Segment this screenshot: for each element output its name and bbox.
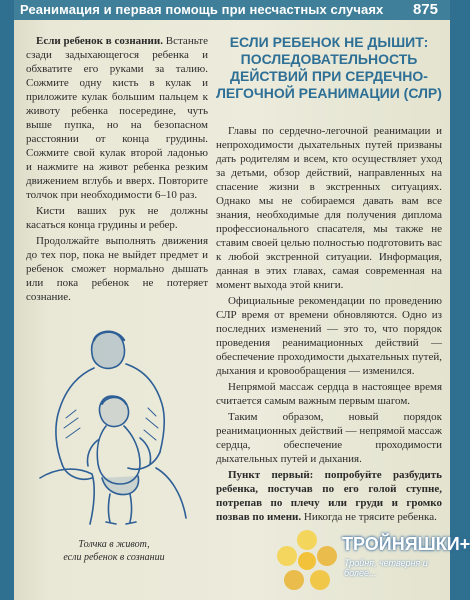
- step-one-tail: Никогда не трясите ребенка.: [301, 511, 437, 523]
- paragraph-intro: Главы по сердечно-легочной реанимации и непроходимости дыхательных путей призваны дать родителям и всем, кто осуществляет уход за детьми, обзор действий, направленных на спасение жизни в экстренных ситуациях. Однако мы не собираемся давать вам все знания, необходимые для получения диплома профессионального спасателя, мы также не ставим своей целью полностью подготовить вас к любой экстренной ситуации. Информация, данная в этих главах, самая современная на момент выхода этой книги.: [216, 125, 442, 291]
- right-column: [216, 34, 442, 526]
- watermark-slogan: Тройня, четверня и более...: [344, 558, 428, 578]
- paragraph-text: Встаньте сзади задыхающегося ребенка и обхватите его руками за талию. Сожмите одну кисть в кулак и приложите кулак большим пальцем к животу ребенка посередине, чуть выше пупка, но на безопасном расстоянии от конца грудины. Сожмите свой кулак второй ладонью и нажмите на живот ребенка резким движением вглубь и вверх. Повторите толчок при необходимости 6–10 раз.: [26, 35, 208, 201]
- abdominal-thrust-illustration: [36, 318, 192, 530]
- lead-in: Если ребенок в сознании.: [36, 35, 163, 47]
- step-one-bold: Пункт первый: попробуйте разбудить ребенка, постучав по его голой ступне, потрепав по плечу или груди и громко позвав по имени.: [216, 469, 442, 523]
- paragraph-conscious-child: [26, 34, 208, 202]
- section-title: ЕСЛИ РЕБЕНОК НЕ ДЫШИТ: ПОСЛЕДОВАТЕЛЬНОСТЬ ДЕЙСТВИЙ ПРИ СЕРДЕЧНО-ЛЕГОЧНОЙ РЕАНИМАЦИИ (СЛР): [216, 34, 442, 101]
- watermark-logo: [272, 520, 470, 600]
- paragraph-step-one: [216, 468, 442, 524]
- watermark-name: ТРОЙНЯШКИ+: [342, 534, 470, 554]
- book-page: [14, 0, 450, 600]
- running-title: Реанимация и первая помощь при несчастных случаях: [20, 2, 384, 17]
- paragraph-recommendations: Официальные рекомендации по проведению СЛР время от времени обновляются. Одно из последних изменений — это то, что порядок проведения реанимационных действий — обеспечение проходимости дыхательных путей, дыхания и кровообращения — изменился.: [216, 295, 442, 377]
- figure-caption: [36, 538, 192, 564]
- paragraph-continue: Продолжайте выполнять движения до тех пор, пока не выйдет предмет и ребенок сможет нормально дышать или пока ребенок не потеряет сознание.: [26, 235, 208, 303]
- paragraph-heart-massage: Непрямой массаж сердца в настоящее время считается самым важным первым шагом.: [216, 381, 442, 407]
- caption-line: если ребенок в сознании: [63, 552, 165, 563]
- left-column: [26, 34, 208, 306]
- flower-icon: [272, 526, 342, 596]
- caption-line: Толчка в живот,: [78, 539, 150, 550]
- paragraph-hands-warning: Кисти ваших рук не должны касаться конца грудины и ребер.: [26, 205, 208, 231]
- running-header: [14, 0, 450, 20]
- page-number: 875: [412, 1, 438, 18]
- paragraph-new-order: Таким образом, новый порядок реанимационных действий — непрямой массаж сердца, обеспечение проходимости дыхательных путей и дыхания.: [216, 411, 442, 465]
